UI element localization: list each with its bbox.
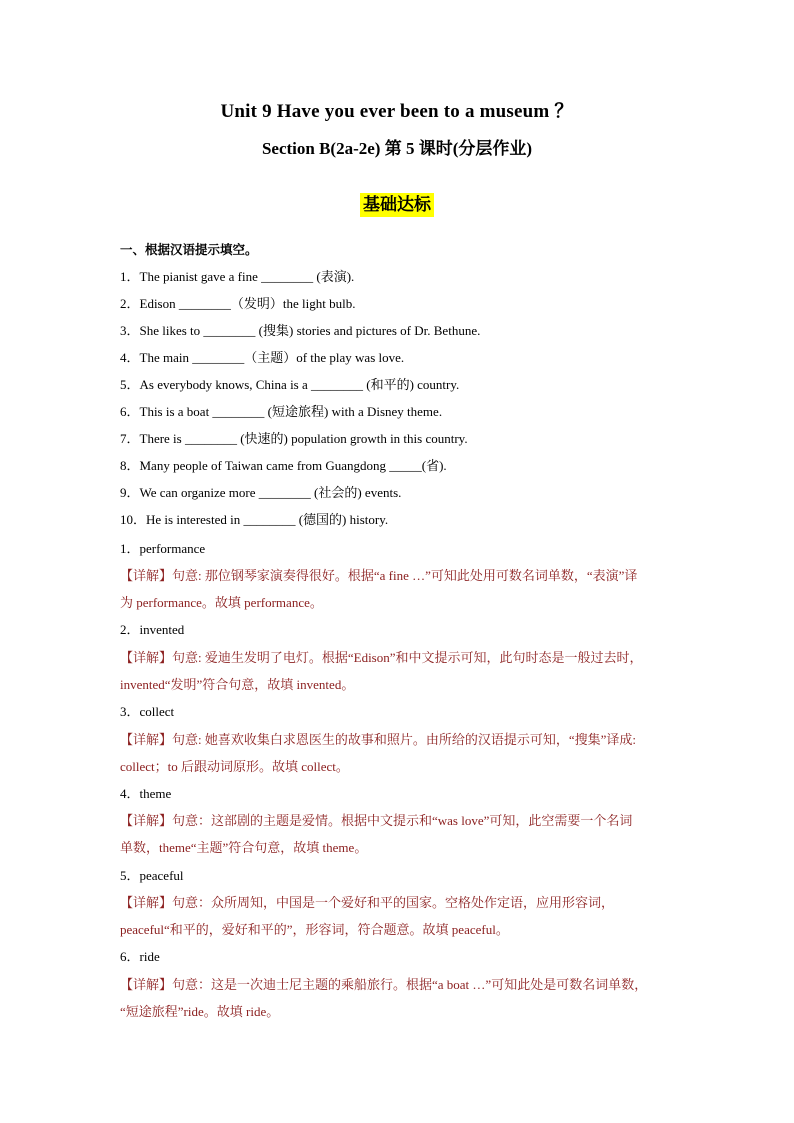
question-1: 1．The pianist gave a fine ________ (表演). [120,269,355,284]
answer-4: 4．theme [120,786,172,801]
question-3: 3．She likes to ________ (搜集) stories and pictures of Dr. Bethune. [120,323,481,338]
explanation-6-line-1: 【详解】句意：这是一次迪士尼主题的乘船旅行。根据“a boat …”可知此处是可数名词单数， [120,977,648,992]
explanation-5-line-1: 【详解】句意：众所周知，中国是一个爱好和平的国家。空格处作定语，应用形容词， [120,895,615,910]
question-7: 7．There is ________ (快速的) population growth in this country. [120,431,468,446]
explanation-2-line-2: invented“发明”符合句意，故填 invented。 [120,677,355,692]
question-9: 9．We can organize more ________ (社会的) events. [120,485,402,500]
page-subtitle: Section B(2a-2e) 第 5 课时(分层作业) [261,139,533,158]
question-10: 10．He is interested in ________ (德国的) history. [120,512,389,527]
explanation-2-line-1: 【详解】句意: 爱迪生发明了电灯。根据“Edison”和中文提示可知，此句时态是一般过去时， [120,650,643,665]
question-2: 2．Edison ________（发明）the light bulb. [120,296,356,311]
explanation-4-line-1: 【详解】句意：这部剧的主题是爱情。根据中文提示和“was love”可知，此空需要一个名词 [120,813,633,828]
explanation-3-line-2: collect；to 后跟动词原形。故填 collect。 [120,759,349,774]
explanation-1-line-2: 为 performance。故填 performance。 [120,595,323,610]
level-badge-wrap [0,193,794,217]
question-4: 4．The main ________（主题）of the play was love. [120,350,405,365]
answer-3: 3．collect [120,704,175,719]
explanation-1-line-1: 【详解】句意: 那位钢琴家演奏得很好。根据“a fine …”可知此处用可数名词单数，“表演”译 [120,568,638,583]
answer-1: 1．performance [120,541,206,556]
explanation-4-line-2: 单数，theme“主题”符合句意，故填 theme。 [120,840,368,855]
answer-2: 2．invented [120,622,185,637]
section-heading: 一、根据汉语提示填空。 [120,242,258,257]
page-title: Unit 9 Have you ever been to a museum ？ [220,101,574,122]
level-badge: 基础达标 [360,193,434,217]
explanation-5-line-2: peaceful“和平的，爱好和平的”，形容词，符合题意。故填 peaceful。 [120,922,509,937]
answer-6: 6．ride [120,949,160,964]
question-5: 5．As everybody knows, China is a ________ (和平的) country. [120,377,460,392]
question-8: 8．Many people of Taiwan came from Guangdong _____(省). [120,458,447,473]
question-6: 6．This is a boat ________ (短途旅程) with a Disney theme. [120,404,443,419]
explanation-3-line-1: 【详解】句意: 她喜欢收集白求恩医生的故事和照片。由所给的汉语提示可知，“搜集”译成: [120,732,637,747]
explanation-6-line-2: “短途旅程”ride。故填 ride。 [120,1004,280,1019]
answer-5: 5．peaceful [120,868,184,883]
